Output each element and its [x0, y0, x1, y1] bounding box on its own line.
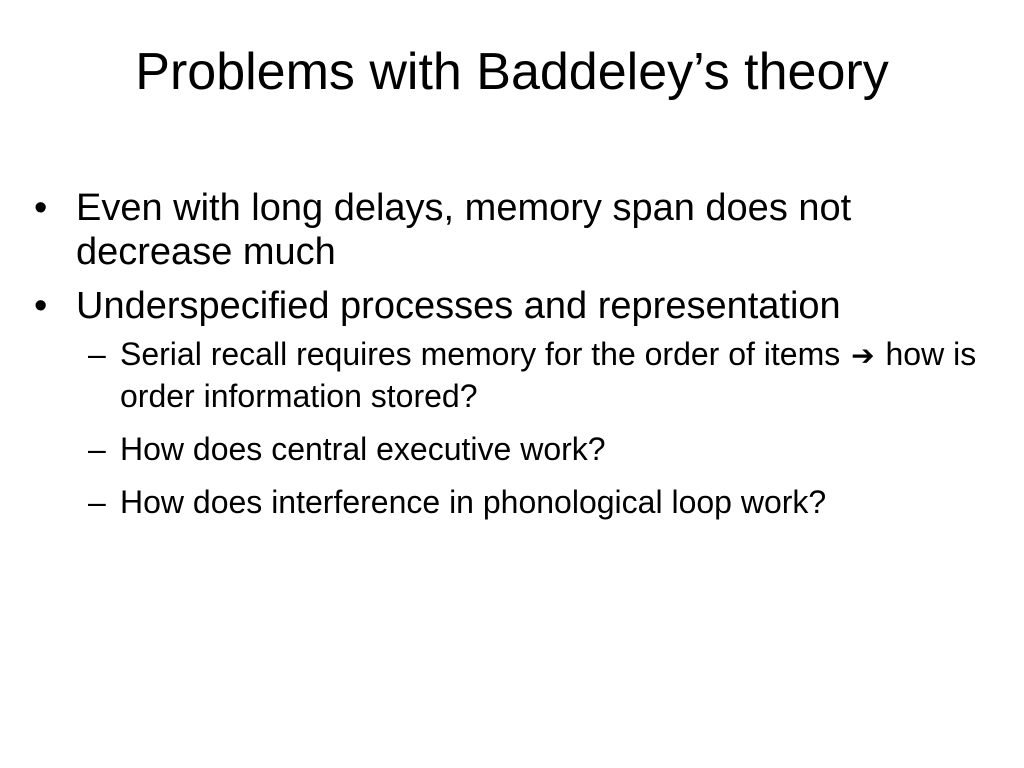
bullet-item — [30, 284, 990, 522]
sub-bullet-text: How does interference in phonological loop work? — [120, 484, 827, 520]
bullet-list — [30, 186, 990, 535]
sub-bullet-item — [76, 482, 990, 522]
bullet-text: Even with long delays, memory span does not decrease much — [76, 187, 852, 273]
sub-bullet-marker: – — [88, 431, 106, 467]
sub-bullet-item — [76, 429, 990, 469]
sub-bullet-text: How does central executive work? — [120, 431, 606, 467]
sub-bullet-marker: – — [88, 484, 106, 520]
bullet-item — [30, 186, 990, 274]
sub-bullet-item — [76, 334, 990, 416]
sub-bullet-marker: – — [88, 336, 106, 372]
sub-bullet-list — [76, 334, 990, 522]
right-arrow-icon: ➔ — [851, 340, 875, 371]
sub-bullet-text: Serial recall requires memory for the order of items — [120, 336, 841, 372]
sub-bullet-text: how is order information stored? — [120, 336, 977, 414]
bullet-text: Underspecified processes and representation — [76, 285, 841, 327]
slide-title: Problems with Baddeley’s theory — [135, 43, 889, 101]
bullet-marker: • — [34, 285, 48, 327]
bullet-marker: • — [34, 187, 48, 229]
